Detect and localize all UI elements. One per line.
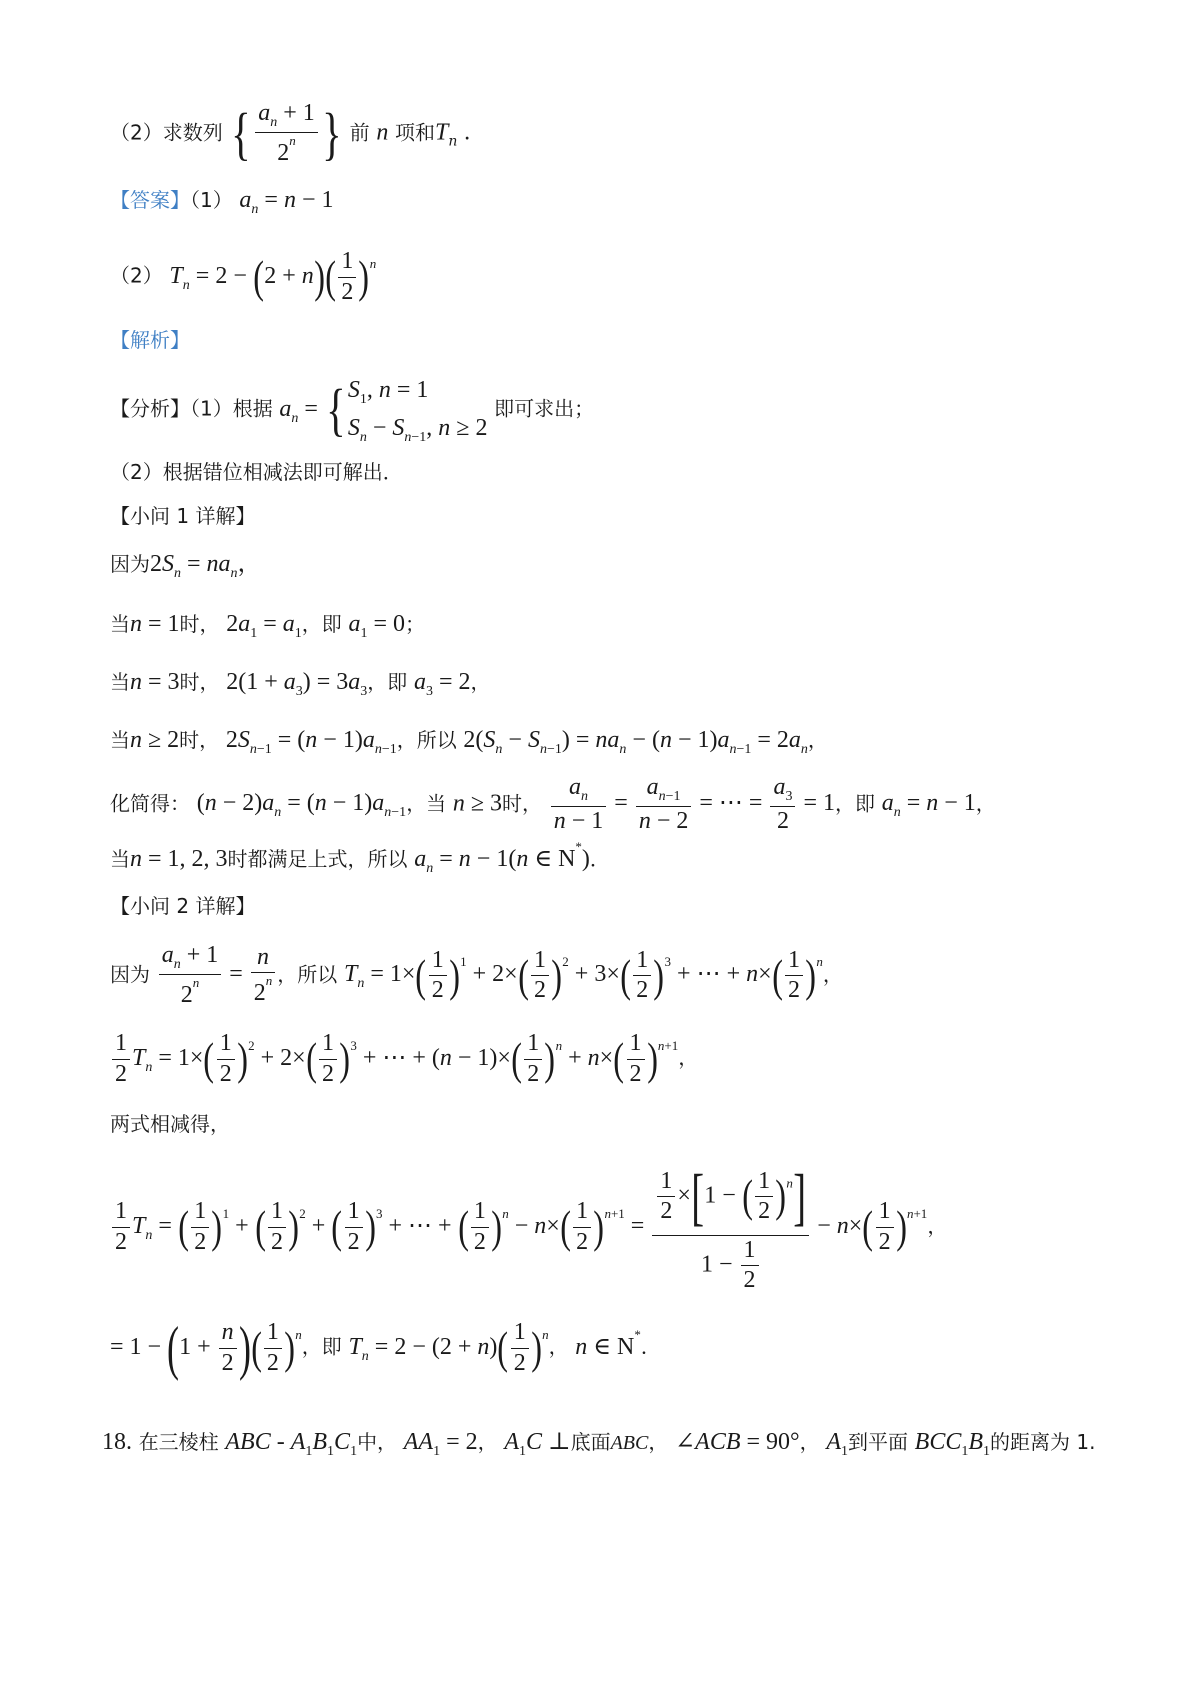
- step-8: $\frac{1}{2}$ $T_n = 1\times$( $\frac{1}{2}$ )$^2$ + 2×( $\frac{1}{2}$ )$^3$ + ⋯ + (n − 1)×( $\frac{1}{2}$ )$^n$ + n×( $\frac{1}{2}$ )$^{n+1}$，: [110, 1030, 698, 1088]
- step-9: 两式相减得，: [110, 1112, 230, 1136]
- sequence-expression: { $\frac{a_n + 1}{2^n}$ }: [231, 100, 342, 167]
- step-3: 当n = 3时， $2(1 + a_3) = 3a_3$，即 $a_3 = 2$，: [110, 669, 491, 699]
- step-11: = 1 − (1 + $\frac{n}{2}$ )( $\frac{1}{2}$ )$^n$，即 $T_n = 2 - (2 + n)$( $\frac{1}{2}$ )$^n$， n ∈ N*．: [110, 1315, 661, 1381]
- step-7: 因为 $\frac{a_n + 1}{2^n}$ = $\frac{n}{2^n}$ ，所以 $T_n = 1\times$( $\frac{1}{2}$ )$^1$ + 2×( $\frac{1}{2}$ )$^2$ + 3×( $\frac{1}{2}$ )$^3$ + ⋯ + n×( $\frac{1}{2}$ )$^n$，: [110, 942, 843, 1009]
- answer-part-1: 【答案】（1） $a_n = n - 1$: [110, 187, 334, 217]
- step-10: $\frac{1}{2}$ $T_n$ = ( $\frac{1}{2}$ )$^1$ + ( $\frac{1}{2}$ )$^2$ + ( $\frac{1}{2}$ )$^3$ + ⋯ + ( $\frac{1}{2}$ )$^n$ − n×( $\frac{1}{2}$ )$^{n+1}$ = $\frac{1}{2}$ ×[1 − ( $\frac{1}{2}$ )$^n$] 1 − $\frac{1}{2}$ − n×( $\frac{1}{2}$ )$^{n+1}$，: [110, 1160, 947, 1295]
- step-1: 因为$2S_n = na_n$，: [110, 551, 262, 581]
- question-18: 18. 在三棱柱 ABC - $A_1B_1C_1$中， $AA_1 = 2$， $A_1C$ ⊥底面ABC， ∠ACB = 90°， $A_1$到平面 $BCC_1B_1$的距离为 1.: [102, 1429, 1096, 1459]
- question-part-2: （2）求数列 { $\frac{a_n + 1}{2^n}$ } 前 n 项和$T_n$ .: [110, 100, 471, 167]
- solution-heading: 【解析】: [110, 328, 190, 352]
- step-6: 当n = 1, 2, 3时都满足上式，所以 $a_n = n - 1(n$ ∈ N*)．: [110, 839, 610, 876]
- answer-part-2: （2） $T_n = 2 - (2 + n)$( $\frac{1}{2}$ )$^n$: [110, 248, 377, 305]
- analysis-part-1: 【分析】（1）根据 $a_n$ = { $S_1$, n = 1 $S_n - S_{n-1}$, n ≥ 2 即可求出；: [110, 377, 595, 445]
- sub-question-2-heading: 【小问 2 详解】: [110, 894, 256, 918]
- analysis-part-2: （2）根据错位相减法即可解出．: [110, 460, 403, 484]
- step-4: 当n ≥ 2时， $2S_{n-1} = (n - 1)a_{n-1}$，所以 $2(S_n - S_{n-1}) = na_n - (n - 1)a_{n-1} = 2a_n$，: [110, 727, 828, 757]
- step-5: 化简得： $(n - 2)a_n = (n - 1)a_{n-1}$，当 n ≥ 3时， $\frac{a_n}{n - 1}$ = $\frac{a_{n-1}}{n - 2}$ = ⋯ = $\frac{a_3}{2}$ = 1，即 $a_n = n - 1$，: [110, 774, 996, 835]
- sub-question-1-heading: 【小问 1 详解】: [110, 504, 256, 528]
- step-2: 当n = 1时， $2a_1 = a_1$，即 $a_1 = 0$；: [110, 611, 426, 641]
